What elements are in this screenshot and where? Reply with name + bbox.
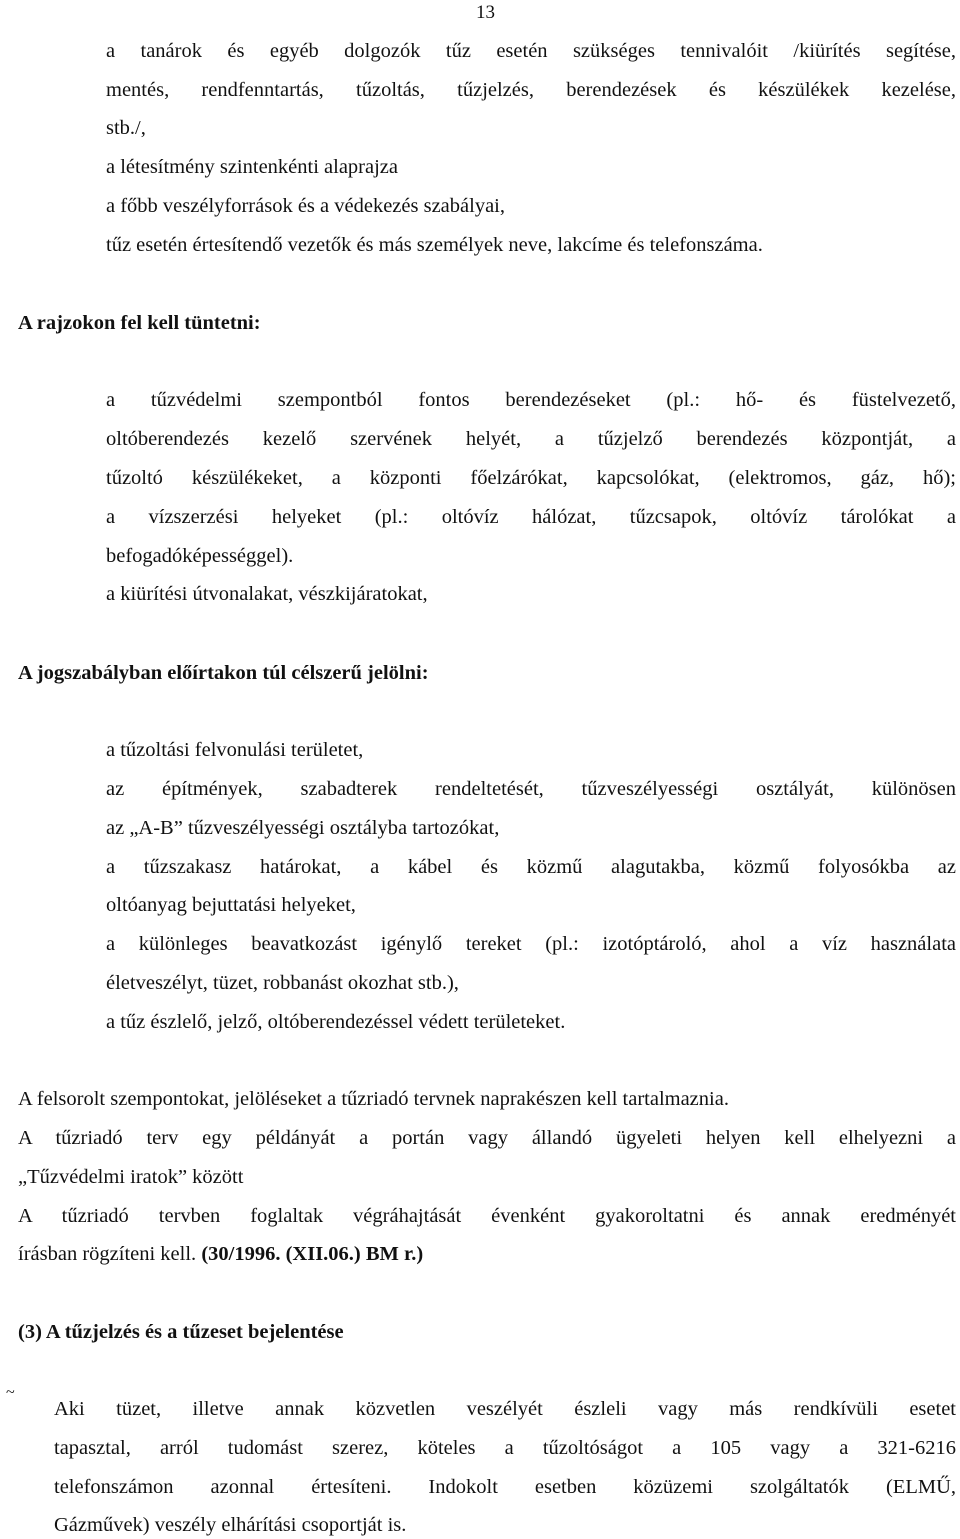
text-line: „Tűzvédelmi iratok” között [18, 1166, 244, 1188]
text-line: Aki tüzet, illetve annak közvetlen veszélyét észleli vagy más rendkívüli esetet [54, 1398, 956, 1420]
text-line: a tűz észlelő, jelző, oltóberendezéssel védett területeket. [106, 1011, 566, 1033]
text-line: a különleges beavatkozást igénylő tereket (pl.: izotóptároló, ahol a víz használata [106, 933, 956, 955]
text-line: mentés, rendfenntartás, tűzoltás, tűzjelzés, berendezések és készülékek kezelése, [106, 79, 956, 101]
text-line: a kiürítési útvonalakat, vészkijáratokat, [106, 583, 428, 605]
text-line: a tűzszakasz határokat, a kábel és közmű alagutakba, közmű folyosókba az [106, 856, 956, 878]
text-line: a tűzvédelmi szempontból fontos berendezéseket (pl.: hő- és füstelvezető, [106, 389, 956, 411]
text-line: a tanárok és egyéb dolgozók tűz esetén szükséges tennivalóit /kiürítés segítése, [106, 40, 956, 62]
text-line: oltóberendezés kezelő szervének helyét, a tűzjelző berendezés központját, a [106, 428, 956, 450]
text-line-regular: írásban rögzíteni kell. [18, 1243, 197, 1265]
text-line: A tűzriadó terv egy példányát a portán vagy állandó ügyeleti helyen kell elhelyezni a [18, 1127, 956, 1149]
text-line: tűzoltó készülékeket, a központi főelzárókat, kapcsolókat, (elektromos, gáz, hő); [106, 467, 956, 489]
text-line: oltóanyag bejuttatási helyeket, [106, 894, 356, 916]
text-line: tapasztal, arról tudomást szerez, köteles a tűzoltóságot a 105 vagy a 321-6216 [54, 1437, 956, 1459]
text-line: a létesítmény szintenkénti alaprajza [106, 156, 398, 178]
text-line: A felsorolt szempontokat, jelöléseket a tűzriadó tervnek naprakészen kell tartalmaznia. [18, 1088, 729, 1110]
section-heading: A rajzokon fel kell tüntetni: [18, 312, 261, 334]
text-line: A tűzriadó tervben foglaltak végráhajtását évenként gyakoroltatni és annak eredményét [18, 1205, 956, 1227]
section-heading: (3) A tűzjelzés és a tűzeset bejelentése [18, 1321, 344, 1343]
text-line: a vízszerzési helyeket (pl.: oltóvíz hálózat, tűzcsapok, oltóvíz tárolókat a [106, 506, 956, 528]
text-line [18, 1243, 423, 1266]
tilde-bullet-icon: ~ [6, 1384, 15, 1401]
text-line: Gázművek) veszély elhárítási csoportját is. [54, 1514, 407, 1536]
text-line: az építmények, szabadterek rendeltetését, tűzveszélyességi osztályát, különösen [106, 778, 956, 800]
page-number: 13 [476, 2, 495, 23]
section-heading: A jogszabályban előírtakon túl célszerű jelölni: [18, 662, 429, 684]
law-reference: (30/1996. (XII.06.) BM r.) [201, 1243, 424, 1265]
text-line: a tűzoltási felvonulási területet, [106, 739, 364, 761]
text-line: az „A-B” tűzveszélyességi osztályba tartozókat, [106, 817, 500, 839]
text-line: tűz esetén értesítendő vezetők és más személyek neve, lakcíme és telefonszáma. [106, 234, 763, 256]
text-line: életveszélyt, tüzet, robbanást okozhat stb.), [106, 972, 459, 994]
text-line: telefonszámon azonnal értesíteni. Indokolt esetben közüzemi szolgáltatók (ELMŰ, [54, 1476, 956, 1498]
text-line: stb./, [106, 117, 146, 139]
text-line: a főbb veszélyforrások és a védekezés szabályai, [106, 195, 505, 217]
text-line: befogadóképességgel). [106, 545, 294, 567]
